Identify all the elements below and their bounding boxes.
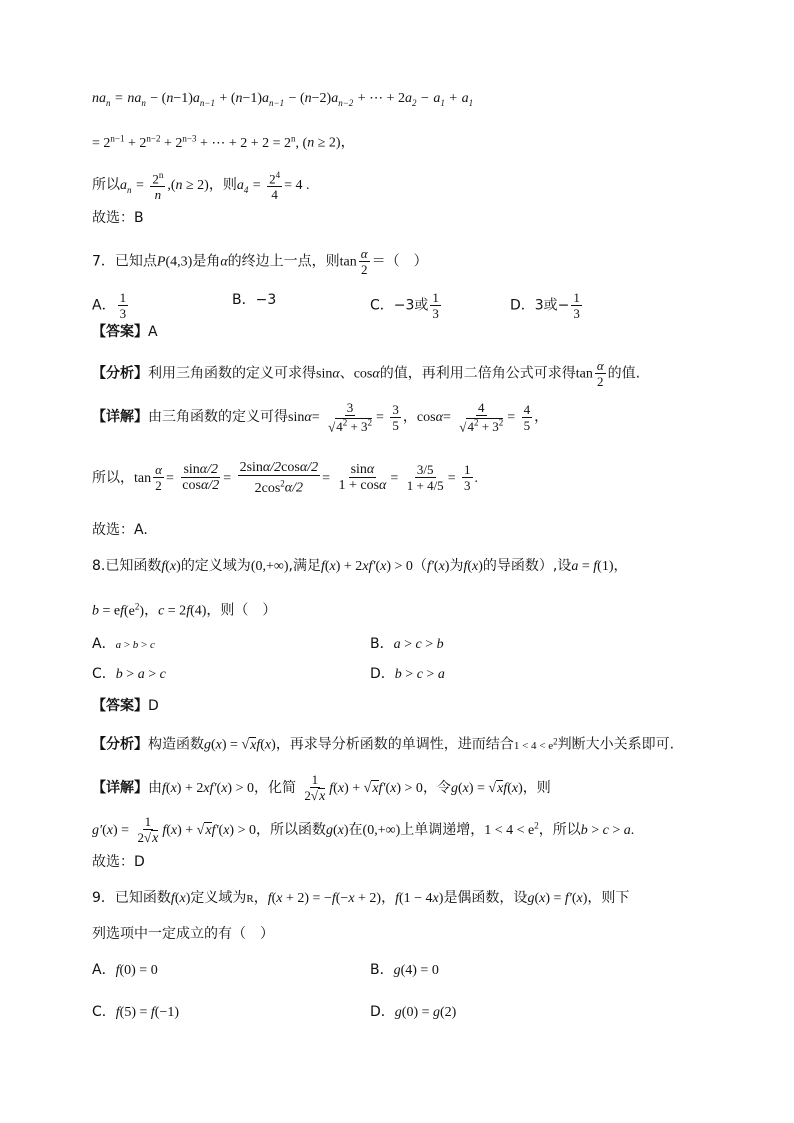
q7-detail-2: 所以，tan $\frac{\alpha}{2}$ = $\frac{\sin\alpha/2}{\cos\alpha/2}$ = $\frac{2\sin\alpha/2\cos\alpha/2}{2\cos^2\alpha/2}$ = $\frac{\sin\alpha}{1 + \cos\alpha}$ = $\frac{3/5}{1 + 4/5}$ = $\frac{1}{3}$ . [92, 460, 479, 496]
choose-q8: 故选：D [92, 854, 145, 870]
q7-option-c: C．−3或 $\frac{1}{3}$ [370, 290, 439, 321]
q7-analysis: 【分析】利用三角函数的定义可求得sinα、cosα的值，再利用二倍角公式可求得tan $\frac{\alpha}{2}$ 的值. [92, 358, 641, 389]
derivation-line-2: = $2^{n-1} + 2^{n-2} + 2^{n-3}$ + ⋯ + $2 + 2 = 2^n$, (n ≥ 2)， [92, 133, 355, 151]
q9-stem-2: 列选项中一定成立的有（ ） [92, 926, 274, 942]
derivation-line-1: $na_n = na_n - (n-1)a_{n-1} + (n-1)a_{n-1} - (n-2)a_{n-2}$ + ⋯ + $2a_2 - a_1 + a_1$ [92, 91, 474, 108]
q8-option-b: B．a > c > b [370, 636, 444, 652]
choose-q6: 故选：B [92, 210, 144, 226]
q8-detail-2: g′(x) = $\frac{1}{2√x}$ f(x) + √xf′(x) > 0，所以函数g(x)在(0,+∞)上单调递增，$1 < 4 < e^2$，所以b > c > a. [92, 814, 635, 846]
q7-option-a: A． $\frac{1}{3}$ [92, 290, 127, 321]
choose-q7: 故选：A. [92, 522, 148, 538]
q7-stem: 7．已知点P(4,3)是角α的终边上一点，则tan $\frac{\alpha}{2}$ ＝（ ） [92, 246, 428, 277]
q9-stem: 9．已知函数f(x)定义域为R，f(x + 2) = −f(−x + 2)，f(1 − 4x)是偶函数，设g(x) = f′(x)，则下 [92, 890, 630, 906]
q8-analysis: 【分析】构造函数g(x) = √xf(x)，再求导分析函数的单调性，进而结合$1 < 4 < e^2$判断大小关系即可. [92, 736, 675, 753]
q7-option-d: D．3或− $\frac{1}{3}$ [510, 290, 580, 321]
q8-option-a: A．a > b > c [92, 636, 155, 652]
q7-detail: 【详解】由三角函数的定义可得sinα= $\frac{3}{√4^2 + 3^2}$ = $\frac{3}{5}$ ，cosα= $\frac{4}{√4^2 + 3^2}$ = $\frac{4}{5}$ ， [92, 400, 549, 435]
q7-option-b: B．−3 [232, 292, 277, 308]
q9-option-a: A．f(0) = 0 [92, 962, 158, 978]
q8-option-d: D．b > c > a [370, 666, 445, 682]
q8-detail: 【详解】由f(x) + 2xf′(x) > 0，化简 $\frac{1}{2√x}$ f(x) + √xf′(x) > 0，令g(x) = √xf(x)，则 [92, 772, 551, 804]
q8-answer: 【答案】D [92, 698, 159, 714]
q8-stem: 8.已知函数f(x)的定义域为(0,+∞),满足f(x) + 2xf′(x) > 0（f′(x)为f(x)的导函数）,设a = f(1)， [92, 558, 628, 574]
derivation-line-3: 所以$a_n$ = $\frac{2^n}{n}$ ,(n ≥ 2)，则$a_4$ = $\frac{2^4}{4}$ = 4 . [92, 170, 310, 203]
q8-option-c: C．b > a > c [92, 666, 166, 682]
q7-answer: 【答案】A [92, 324, 158, 340]
q9-option-c: C．f(5) = f(−1) [92, 1004, 180, 1020]
q9-option-b: B．g(4) = 0 [370, 962, 439, 978]
q8-stem-2: $b = ef(e^2)$，c = 2f(4)，则（ ） [92, 601, 277, 619]
q9-option-d: D．g(0) = g(2) [370, 1004, 457, 1020]
